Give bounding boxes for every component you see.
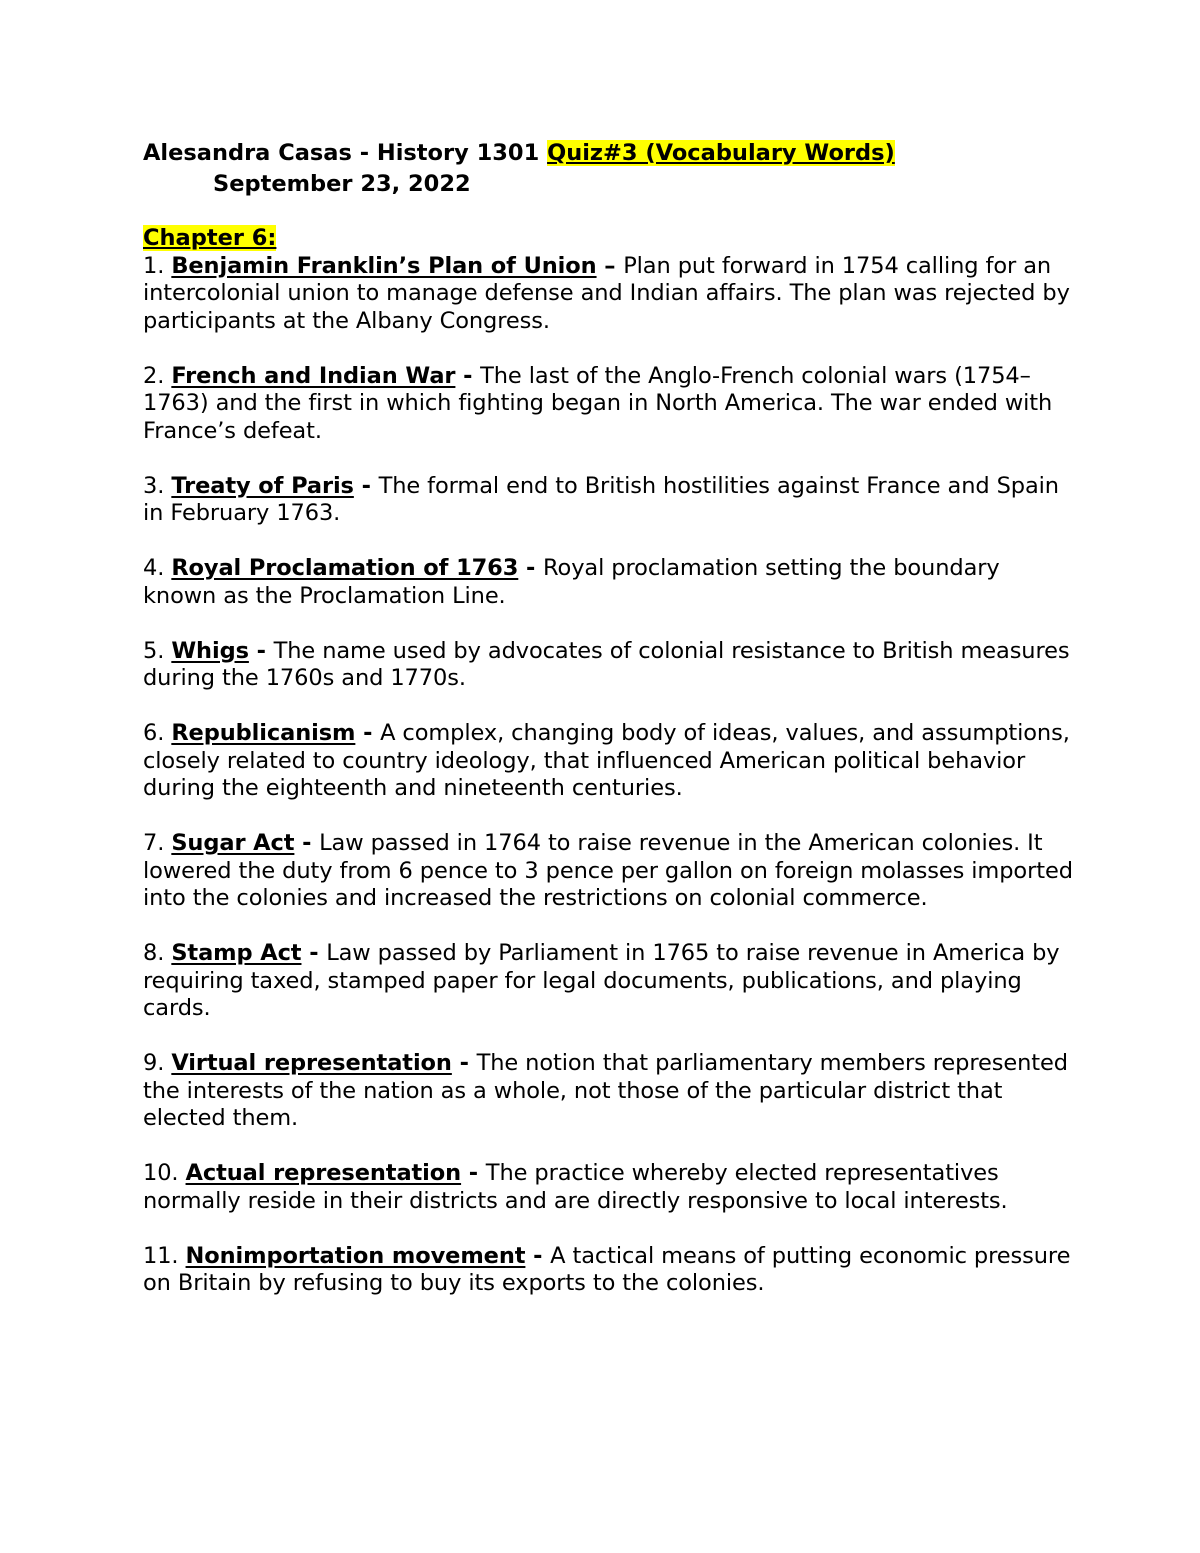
entry-number: 3. bbox=[143, 472, 172, 499]
vocab-entry bbox=[143, 555, 1073, 610]
entry-number: 5. bbox=[143, 637, 172, 664]
entry-definition: The name used by advocates of colonial resistance to British measures during the 1760s and 1770s. bbox=[143, 637, 1070, 691]
vocab-entry bbox=[143, 253, 1073, 336]
vocab-entry bbox=[143, 473, 1073, 528]
author-course: Alesandra Casas - History 1301 bbox=[143, 140, 548, 166]
entry-term: Actual representation bbox=[185, 1160, 462, 1186]
entry-term: Stamp Act bbox=[171, 940, 302, 966]
entry-definition: Law passed in 1764 to raise revenue in the American colonies. It lowered the duty from 6 pence to 3 pence per gallon on foreign molasses imported into the colonies and increased the restrictions on colonial commerce. bbox=[143, 830, 1073, 911]
entry-term: Sugar Act bbox=[171, 830, 295, 856]
entry-definition: Royal proclamation setting the boundary known as the Proclamation Line. bbox=[143, 555, 1000, 609]
entry-separator: - bbox=[294, 830, 320, 856]
entry-definition: Plan put forward in 1754 calling for an intercolonial union to manage defense and Indian affairs. The plan was rejected by participants at the Albany Congress. bbox=[143, 252, 1070, 334]
entry-number: 9. bbox=[143, 1050, 172, 1076]
vocab-entry bbox=[143, 720, 1073, 803]
vocabulary-list bbox=[143, 253, 1073, 1298]
entry-term: Whigs bbox=[171, 637, 249, 664]
entry-separator: - bbox=[301, 940, 327, 966]
vocab-entry bbox=[143, 1050, 1073, 1133]
chapter-label: Chapter 6: bbox=[143, 225, 277, 251]
entry-number: 10. bbox=[143, 1160, 186, 1186]
entry-definition: The practice whereby elected representatives normally reside in their districts and are directly responsive to local interests. bbox=[143, 1160, 1008, 1214]
entry-term: Benjamin Franklin’s Plan of Union bbox=[171, 252, 597, 279]
entry-definition: The notion that parliamentary members represented the interests of the nation as a whole, not those of the particular district that elected them. bbox=[143, 1050, 1068, 1131]
document-header bbox=[143, 140, 1073, 168]
entry-number: 4. bbox=[143, 555, 172, 581]
quiz-title: Quiz#3 (Vocabulary Words) bbox=[547, 140, 895, 166]
document-page bbox=[143, 140, 1073, 1298]
vocab-entry bbox=[143, 940, 1073, 1023]
entry-term: Treaty of Paris bbox=[171, 472, 354, 499]
entry-term: Republicanism bbox=[171, 720, 356, 746]
vocab-entry bbox=[143, 638, 1073, 693]
vocab-entry bbox=[143, 1160, 1073, 1215]
entry-separator: - bbox=[461, 1160, 486, 1186]
entry-term: French and Indian War bbox=[171, 362, 456, 389]
entry-separator: - bbox=[455, 362, 481, 389]
entry-definition: The last of the Anglo-French colonial wars (1754–1763) and the first in which fighting began in North America. The war ended with France’s defeat. bbox=[143, 362, 1053, 444]
vocab-entry bbox=[143, 363, 1073, 446]
entry-definition: A tactical means of putting economic pressure on Britain by refusing to buy its exports to the colonies. bbox=[143, 1242, 1071, 1296]
entry-number: 8. bbox=[143, 940, 172, 966]
entry-number: 11. bbox=[143, 1242, 186, 1269]
entry-separator: - bbox=[518, 555, 544, 581]
entry-separator: – bbox=[596, 252, 624, 279]
entry-term: Royal Proclamation of 1763 bbox=[171, 555, 519, 581]
entry-number: 2. bbox=[143, 362, 172, 389]
entry-number: 7. bbox=[143, 830, 172, 856]
entry-separator: - bbox=[451, 1050, 477, 1076]
entry-separator: - bbox=[353, 472, 379, 499]
entry-definition: A complex, changing body of ideas, values, and assumptions, closely related to country ideology, that influenced American political behavior during the eighteenth and nineteenth centuries. bbox=[143, 720, 1070, 801]
vocab-entry bbox=[143, 1243, 1073, 1298]
entry-separator: - bbox=[248, 637, 274, 664]
entry-definition: The formal end to British hostilities against France and Spain in February 1763. bbox=[143, 472, 1059, 526]
vocab-entry bbox=[143, 830, 1073, 913]
entry-separator: - bbox=[525, 1242, 551, 1269]
entry-separator: - bbox=[355, 720, 381, 746]
chapter-heading bbox=[143, 225, 1073, 253]
entry-number: 1. bbox=[143, 252, 172, 279]
entry-term: Nonimportation movement bbox=[185, 1242, 526, 1269]
entry-term: Virtual representation bbox=[171, 1050, 452, 1076]
entry-definition: Law passed by Parliament in 1765 to raise revenue in America by requiring taxed, stamped paper for legal documents, publications, and playing cards. bbox=[143, 940, 1060, 1021]
entry-number: 6. bbox=[143, 720, 172, 746]
document-date: September 23, 2022 bbox=[213, 170, 471, 197]
